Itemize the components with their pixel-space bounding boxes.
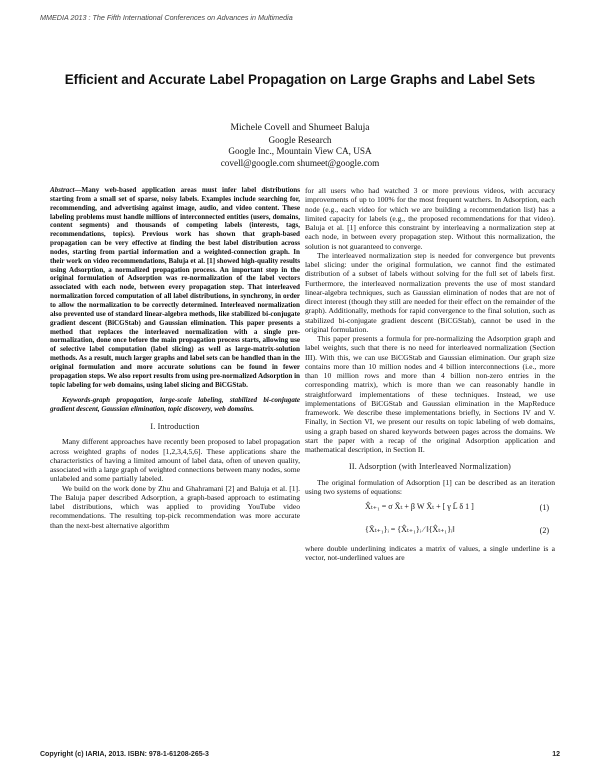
left-column (50, 186, 300, 530)
paper-title: Efficient and Accurate Label Propagation on Large Graphs and Label Sets (64, 72, 536, 87)
author-affiliation: Google Research (268, 135, 332, 146)
keywords: Keywords-graph propagation, large-scale labeling, stabilized bi-conjugate gradient descent, Gaussian elimination, topic discovery, web domains. (50, 396, 300, 414)
equation-2 (305, 522, 555, 542)
equation-number: (1) (539, 503, 549, 512)
body-paragraph: Many different approaches have recently been proposed to label propagation across weighted graphs of nodes [1,2,3,4,5,6]. These applications share the characteristics of having a limited amount of label data, often of uneven quality, associated with a large graph of weighted connections between many nodes, some unlabeled and some partially labeled. (50, 437, 300, 484)
equation-expression: X̂ₜ₊₁ = σ X̄ₜ + β W X̄ₜ + [ γ L̄ δ 1 ] (365, 502, 474, 511)
body-paragraph: This paper presents a formula for pre-normalizing the Adsorption graph and label weights, such that there is no need for interleaved normalization (Section III). With this, we can use BiCGStab and Gaussian elimination. Our graph size contains more than 10 million nodes and 4 billion interconnections (i.e., more than 10 million rows and more than 4 billion non-zero entries in the corresponding matrix), which is more than we can reasonably handle in straightforward implementations of these techniques. Instead, we use implementations of BiCGStab and Gaussian elimination in the MapReduce framework. We describe these implementations briefly, in Sections IV and V. Finally, in Section VI, we present our results on topic labeling of web domains, using a graph based on shared keywords between pages across the domains. We start the paper with a recap of the original Adsorption application and mathematical description, in Section II. (305, 334, 555, 454)
equation-number: (2) (539, 526, 549, 535)
body-paragraph: The original formulation of Adsorption [1] can be described as an iteration using two systems of equations: (305, 477, 555, 496)
body-paragraph: for all users who had watched 3 or more previous videos, with accuracy improvements of up to 100% for the most frequent watchers. In Adsorption, each node (e.g., each video for which we are building a recommendation list) has a limited capacity for labels (e.g., the proposed recommendations for that video). Baluja et al. [1] enforce this constraint by interleaving a normalization step at each node, in between every propagation step. Without this normalization, the solution is not guaranteed to converge. (305, 186, 555, 251)
abstract-text: —Many web-based application areas must infer label distributions starting from a small set of sparse, noisy labels. Examples include searching for, recommending, and advertising against image, audio, and video content. These labeling problems must handle millions of interconnected entities (users, domains, content segments) and thousands of competing labels (interests, tags, recommendations, topics). Previous work has shown that graph-based propagation can be very effective at finding the best label distribution across nodes, starting from partial information and a weighted-connection graph. In their work on video recommendations, Baluja et al. [1] showed high-quality results using Adsorption, a normalized propagation process. An important step in the original formulation of Adsorption was re-normalization of the label vectors associated with each node, between every propagation step. That interleaved normalization forced computation of all label distributions, in synchrony, in order to allow the normalization to be correctly determined. Interleaved normalization also prevented use of standard linear-algebra methods, like stabilized bi-conjugate gradient descent (BiCGStab) and Gaussian elimination. This paper presents a method that replaces the interleaved normalization with a single pre-normalization, done once before the main propagation process starts, allowing use of selective label computation (label slicing) as well as large-matrix-solution methods. As a result, much larger graphs and label sets can be handled than in the original formulation and more accurate solutions can be found in fewer propagation steps. We also report results from using pre-normalized Adsorption in topic labeling for web domains, using label slicing and BiCGStab. (50, 186, 300, 389)
page-footer (40, 751, 560, 758)
equation-expression: {X̄ₜ₊₁}ᵢ = {X̂ₜ₊₁}ᵢ ⁄ ‖{X̂ₜ₊₁}ᵢ‖ (365, 525, 455, 534)
right-column (305, 186, 555, 563)
author-block (150, 122, 450, 169)
body-paragraph: where double underlining indicates a matrix of values, a single underline is a vector, not-underlined values are (305, 544, 555, 563)
copyright-line: Copyright (c) IARIA, 2013. ISBN: 978-1-61208-265-3 (40, 751, 209, 758)
author-address: Google Inc., Mountain View CA, USA (228, 146, 372, 157)
body-paragraph: We build on the work done by Zhu and Ghahramani [2] and Baluja et al. [1]. The Baluja paper described Adsorption, a graph-based approach to estimating label distributions, which was applied to providing YouTube video recommendations. The resulting top-pick recommendation was more accurate than the next-best alternative algorithm (50, 483, 300, 530)
author-emails: covell@google.com shumeet@google.com (220, 157, 380, 168)
page-number: 12 (552, 751, 560, 758)
abstract (50, 186, 300, 389)
abstract-lead: Abstract (50, 186, 75, 194)
section-heading-introduction: I. Introduction (150, 422, 200, 432)
section-heading-adsorption: II. Adsorption (with Interleaved Normalization) (348, 462, 512, 472)
author-names: Michele Covell and Shumeet Baluja (230, 122, 370, 133)
body-paragraph: The interleaved normalization step is needed for convergence but prevents label slicing: under the original formulation, we cannot find the estimated distribution of a subset of labels without solving for the full set of labels first. Furthermore, the interleaved normalization prevents the use of most standard linear-algebra techniques, such as Gaussian elimination of nodes that are not of direct interest (though they still are needed for their effect on the remainder of the graph). Additionally, methods for rapid convergence to the final solution, such as stabilized bi-conjugate gradient descent (BiCGStab), cannot be used in the original formulation. (305, 250, 555, 334)
equation-1 (305, 499, 555, 519)
running-head: MMEDIA 2013 : The Fifth International Conferences on Advances in Multimedia (40, 13, 293, 22)
